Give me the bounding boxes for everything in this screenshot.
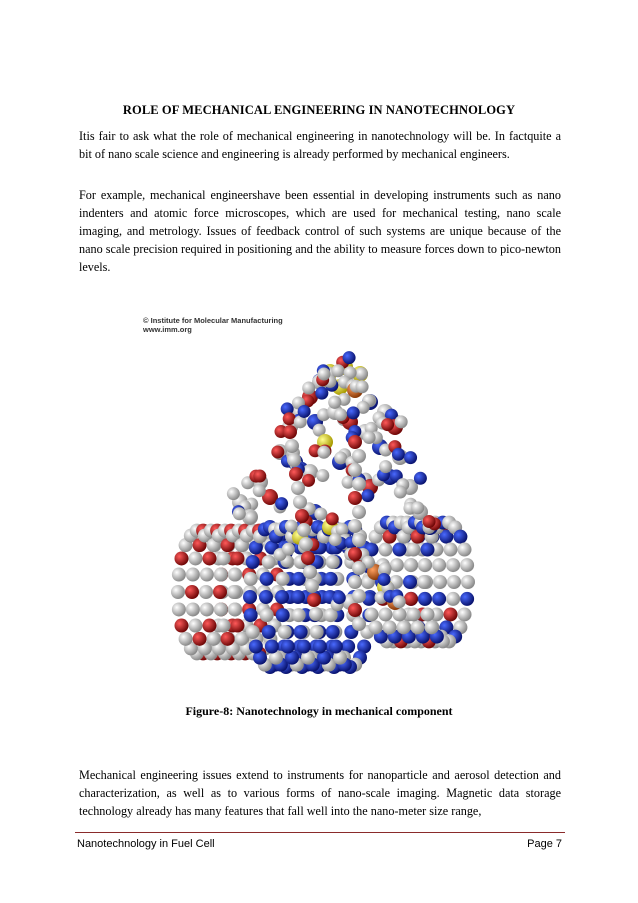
atom <box>299 537 313 551</box>
atom <box>186 568 200 582</box>
atom <box>200 602 214 616</box>
atom <box>172 602 186 616</box>
atom <box>326 555 340 569</box>
atom <box>253 470 266 483</box>
atom <box>314 507 327 520</box>
atom <box>406 607 420 621</box>
atom <box>260 572 274 586</box>
figure-caption: Figure-8: Nanotechnology in mechanical component <box>185 704 453 718</box>
atom <box>378 543 392 557</box>
atom <box>383 620 397 634</box>
atom <box>278 625 292 639</box>
atom <box>216 551 230 565</box>
atom <box>276 608 290 622</box>
atom <box>228 602 242 616</box>
atom <box>460 558 474 572</box>
atom <box>348 547 362 561</box>
paragraph-intro: Itis fair to ask what the role of mechanical engineering in nanotechnology will be. In factquite a bit of nano scale science and engineering is already performed by mechanical engineers. <box>79 129 561 161</box>
atom <box>317 367 330 380</box>
atom <box>328 396 341 409</box>
atom <box>244 572 258 586</box>
atom <box>281 639 295 653</box>
atom <box>390 558 404 572</box>
atom <box>352 561 366 575</box>
atom <box>406 543 420 557</box>
atom <box>411 501 424 514</box>
atom <box>348 519 362 533</box>
atom <box>414 472 427 485</box>
atom <box>292 608 306 622</box>
image-credit <box>143 316 283 334</box>
atom <box>188 619 202 633</box>
atom <box>276 572 290 586</box>
atom <box>213 585 227 599</box>
atom <box>174 551 188 565</box>
atom <box>302 381 315 394</box>
atom <box>305 579 319 593</box>
atom <box>352 589 366 603</box>
atom <box>227 585 241 599</box>
atom <box>309 607 323 621</box>
atom <box>333 591 346 604</box>
molecular-gear-image <box>140 312 490 682</box>
atom <box>458 543 472 557</box>
atom <box>329 639 343 653</box>
atom <box>418 592 432 606</box>
atom <box>246 555 260 569</box>
atom <box>326 625 340 639</box>
atom <box>303 565 317 579</box>
atom <box>262 625 276 639</box>
atom <box>404 451 417 464</box>
atom <box>230 551 244 565</box>
atom <box>404 558 418 572</box>
atom <box>432 558 446 572</box>
atom <box>355 367 368 380</box>
atom <box>458 607 472 621</box>
atom <box>347 406 360 419</box>
atom <box>343 351 356 364</box>
atom <box>313 639 327 653</box>
atom <box>207 632 221 646</box>
atom <box>352 617 366 631</box>
atom <box>298 405 311 418</box>
atom <box>461 575 475 589</box>
atom <box>301 551 315 565</box>
atom <box>404 592 418 606</box>
atom <box>379 460 392 473</box>
atom <box>397 620 411 634</box>
atom <box>244 608 258 622</box>
atom <box>348 491 362 505</box>
footer-rule <box>75 832 565 833</box>
atom <box>381 418 394 431</box>
atom <box>199 585 213 599</box>
atom <box>307 593 321 607</box>
atom <box>417 575 431 589</box>
atom <box>432 592 446 606</box>
atom <box>174 619 188 633</box>
paragraph-example: For example, mechanical engineershave been essential in developing instruments such as nano indenters and atomic force microscopes, which are used for mechanical testing, nano scale imaging, and metrology. Issues of feedback control of such systems are unique because of the nano scale precision required in positioning and the ability to measure forces down to pico-newton levels. <box>79 188 561 274</box>
atom <box>334 408 347 421</box>
atom <box>253 484 266 497</box>
atom <box>200 568 214 582</box>
molecular-gear-illustration <box>140 312 490 682</box>
atom <box>271 445 284 458</box>
atom <box>352 505 366 519</box>
atom <box>392 543 406 557</box>
atom <box>363 431 376 444</box>
atom <box>403 575 417 589</box>
atom <box>216 619 230 633</box>
atom <box>392 448 405 461</box>
atom <box>193 632 207 646</box>
atom <box>447 575 461 589</box>
atom <box>283 425 297 439</box>
atom <box>188 551 202 565</box>
paragraph-mechanical-issues: Mechanical engineering issues extend to instruments for nanoparticle and aerosol detection and characterization, as well as to various forms of nano-scale imaging. Magnetic data storage technology already has many features that fall well into the nano-meter size range, <box>79 768 561 818</box>
atom <box>446 592 460 606</box>
atom <box>185 585 199 599</box>
atom <box>332 364 345 377</box>
atom <box>285 520 298 533</box>
atom <box>297 639 311 653</box>
atom <box>275 590 289 604</box>
atom <box>420 607 434 621</box>
atom <box>291 481 305 495</box>
atom <box>295 509 309 523</box>
atom <box>289 467 303 481</box>
atom <box>293 495 307 509</box>
atom <box>394 486 407 499</box>
atom <box>369 620 383 634</box>
atom <box>202 619 216 633</box>
footer-title: Nanotechnology in Fuel Cell <box>77 838 215 850</box>
atom <box>285 439 299 453</box>
atom <box>315 387 328 400</box>
atom <box>262 555 276 569</box>
atom <box>411 620 425 634</box>
atom <box>418 558 432 572</box>
atom <box>348 435 362 449</box>
atom <box>227 487 240 500</box>
atom <box>420 543 434 557</box>
page-number: Page 7 <box>527 838 562 850</box>
atom <box>260 608 274 622</box>
atom <box>186 602 200 616</box>
atom <box>352 449 366 463</box>
atom <box>172 568 186 582</box>
atom <box>361 489 374 502</box>
atom <box>317 446 330 459</box>
atom <box>326 512 339 525</box>
atom <box>433 575 447 589</box>
atom <box>230 619 244 633</box>
atom <box>282 543 295 556</box>
atom <box>283 412 296 425</box>
atom <box>287 453 301 467</box>
atom <box>329 533 342 546</box>
atom <box>291 590 305 604</box>
atom <box>202 551 216 565</box>
atom <box>356 380 369 393</box>
atom <box>348 603 362 617</box>
atom <box>249 639 263 653</box>
atom <box>265 639 279 653</box>
atom <box>228 568 242 582</box>
atom <box>352 477 366 491</box>
atom <box>275 497 288 510</box>
page-heading: ROLE OF MECHANICAL ENGINEERING IN NANOTECHNOLOGY <box>122 103 516 117</box>
atom <box>364 607 378 621</box>
atom <box>214 568 228 582</box>
atom <box>444 543 458 557</box>
atom <box>444 607 458 621</box>
atom <box>378 607 392 621</box>
atom <box>446 558 460 572</box>
atom <box>233 507 246 520</box>
atom <box>324 572 338 586</box>
atom <box>425 620 439 634</box>
atom <box>171 585 185 599</box>
atom <box>352 533 366 547</box>
atom <box>214 602 228 616</box>
atom <box>395 415 408 428</box>
atom <box>348 575 362 589</box>
atom <box>179 632 193 646</box>
atom <box>246 625 260 639</box>
atom <box>243 590 257 604</box>
atom <box>221 632 235 646</box>
atom <box>393 595 406 608</box>
atom <box>244 511 257 524</box>
atom <box>316 469 329 482</box>
atom <box>259 590 273 604</box>
image-credit-line1: © Institute for Molecular Manufacturing <box>143 316 283 325</box>
atom <box>310 625 324 639</box>
atom <box>348 463 362 477</box>
atom <box>453 530 467 544</box>
atom <box>460 592 474 606</box>
atom <box>334 451 347 464</box>
atom <box>297 523 311 537</box>
atom <box>294 625 308 639</box>
atom <box>423 515 436 528</box>
atom <box>378 573 391 586</box>
image-credit-line2: www.imm.org <box>143 325 192 334</box>
